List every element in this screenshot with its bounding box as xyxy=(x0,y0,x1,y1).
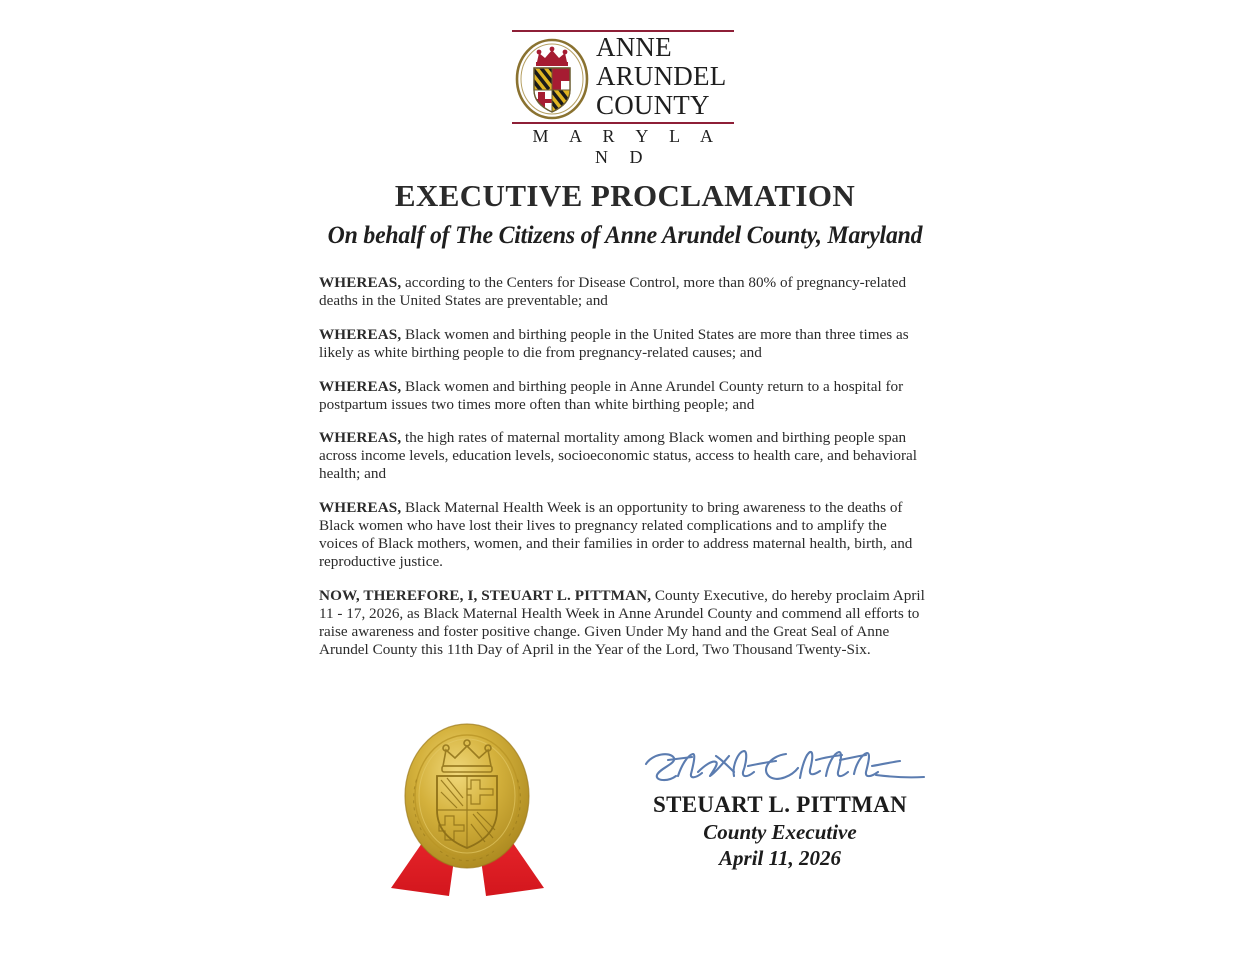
clause-lead: WHEREAS, xyxy=(319,377,402,395)
clause-text: Black Maternal Health Week is an opportunity to bring awareness to the deaths of Black women who have lost their lives to pregnancy related complications and to amplify the voices of Black mothers, women, and their families in order to address maternal health, birth, and reproductive justice. xyxy=(319,499,913,570)
clause-lead: WHEREAS, xyxy=(319,274,402,291)
logo-line-1: ANNE xyxy=(596,32,672,62)
page-subtitle: On behalf of The Citizens of Anne Arundel County, Maryland xyxy=(327,222,923,249)
proclamation-body xyxy=(319,274,927,658)
logo-wordmark xyxy=(596,33,736,120)
clause-paragraph xyxy=(319,378,927,414)
clause-lead: WHEREAS, xyxy=(319,499,402,517)
logo-rule-bottom xyxy=(512,122,734,124)
clause-lead: WHEREAS, xyxy=(319,429,402,447)
logo-line-3: COUNTY xyxy=(596,90,710,120)
clause-paragraph xyxy=(319,274,927,310)
clause-paragraph xyxy=(319,499,927,571)
clause-text: the high rates of maternal mortality among Black women and birthing people span across income levels, education levels, socioeconomic status, access to health care, and behavioral health; and xyxy=(319,429,917,483)
clause-text: County Executive, do hereby proclaim April 11 - 17, 2026, as Black Maternal Health Week in Anne Arundel County and commend all efforts to raise awareness and foster positive change. Given Under My hand and the Great Seal of Anne Arundel County this 11th Day of April in the Year of the Lord, Two Thousand Twenty-Six. xyxy=(319,586,925,658)
signature-mark xyxy=(630,742,930,790)
signer-name: STEUART L. PITTMAN xyxy=(652,792,908,817)
signature-block xyxy=(600,742,960,871)
logo-state-label: M A R Y L A N D xyxy=(532,126,722,167)
clause-lead: NOW, THEREFORE, I, STEUART L. PITTMAN, xyxy=(319,586,652,604)
county-logo xyxy=(512,30,734,167)
clause-text: Black women and birthing people in the United States are more than three times as likely as white birthing people to die from pregnancy-related causes; and xyxy=(319,325,909,361)
clause-text: according to the Centers for Disease Control, more than 80% of pregnancy-related deaths in the United States are preventable; and xyxy=(319,274,907,309)
signature-date: April 11, 2026 xyxy=(719,846,841,870)
clause-paragraph xyxy=(319,587,927,659)
logo-line-2: ARUNDEL xyxy=(596,61,727,91)
county-seal xyxy=(385,718,550,908)
clause-paragraph xyxy=(319,429,927,483)
clause-paragraph xyxy=(319,326,927,362)
signer-role: County Executive xyxy=(703,820,857,844)
page-title: EXECUTIVE PROCLAMATION xyxy=(394,178,856,213)
county-crest-icon xyxy=(514,38,590,120)
clause-text: Black women and birthing people in Anne Arundel County return to a hospital for postpartum issues two times more often than white birthing people; and xyxy=(319,377,904,413)
clause-lead: WHEREAS, xyxy=(319,325,402,343)
